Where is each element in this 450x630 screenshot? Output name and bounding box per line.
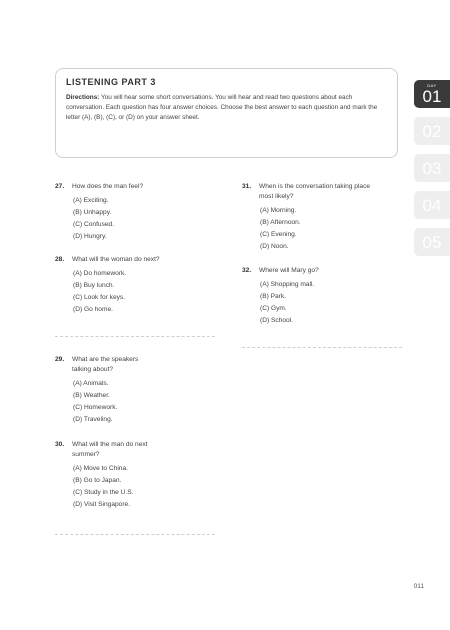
day-tabs <box>414 80 450 265</box>
answer-option: (C) Study in the U.S. <box>73 489 134 496</box>
directions-label: Directions: <box>66 94 100 101</box>
question-number: 29. <box>55 356 65 363</box>
answer-option: (B) Weather. <box>73 392 110 399</box>
tab-number: 04 <box>422 195 442 215</box>
question-30 <box>55 440 220 521</box>
directions-text <box>66 93 387 123</box>
answer-option: (D) Go home. <box>73 306 113 313</box>
tab-day-05[interactable] <box>414 228 450 256</box>
answer-option: (C) Homework. <box>73 404 118 411</box>
answer-option: (B) Buy lunch. <box>73 282 115 289</box>
answer-option: (A) Exciting. <box>73 197 109 204</box>
tab-day-03[interactable] <box>414 154 450 182</box>
answer-option: (C) Gym. <box>260 305 287 312</box>
question-32 <box>242 266 402 337</box>
question-text: What are the speakers talking about? <box>72 356 139 373</box>
answer-option: (C) Evening. <box>260 231 297 238</box>
question-31 <box>242 182 402 263</box>
tab-number: 05 <box>422 232 442 252</box>
section-divider <box>55 534 215 535</box>
answer-option: (C) Confused. <box>73 221 115 228</box>
answer-option: (D) Noon. <box>260 243 289 250</box>
question-text: When is the conversation taking place most likely? <box>259 183 371 200</box>
tab-day-01[interactable] <box>414 80 450 108</box>
question-29 <box>55 355 220 436</box>
answer-option: (A) Shopping mall. <box>260 281 315 288</box>
tab-day-02[interactable] <box>414 117 450 145</box>
section-title: LISTENING PART 3 <box>66 77 156 87</box>
question-text: Where will Mary go? <box>259 267 319 274</box>
answer-option: (B) Afternoon. <box>260 219 301 226</box>
answer-option: (A) Animals. <box>73 380 109 387</box>
tab-number: 02 <box>422 121 442 141</box>
answer-option: (A) Do homework. <box>73 270 127 277</box>
tab-number: 01 <box>422 87 442 106</box>
tab-day-04[interactable] <box>414 191 450 219</box>
answer-option: (B) Unhappy. <box>73 209 112 216</box>
answer-option: (D) Visit Singapore. <box>73 501 131 508</box>
question-number: 32. <box>242 267 252 274</box>
question-number: 28. <box>55 256 65 263</box>
answer-option: (D) Hungry. <box>73 233 107 240</box>
question-27 <box>55 182 220 253</box>
answer-option: (A) Morning. <box>260 207 297 214</box>
answer-option: (D) Traveling. <box>73 416 113 423</box>
answer-option: (C) Look for keys. <box>73 294 126 301</box>
section-divider <box>242 347 402 348</box>
question-number: 31. <box>242 183 252 190</box>
question-number: 27. <box>55 183 65 190</box>
question-text: How does the man feel? <box>72 183 144 190</box>
question-28 <box>55 255 220 326</box>
directions-box <box>55 68 398 158</box>
question-text: What will the man do next summer? <box>72 441 148 458</box>
answer-option: (B) Park. <box>260 293 287 300</box>
question-text: What will the woman do next? <box>72 256 160 263</box>
question-number: 30. <box>55 441 65 448</box>
page-number: 011 <box>413 583 424 590</box>
tab-number: 03 <box>422 158 442 178</box>
answer-option: (A) Move to China. <box>73 465 128 472</box>
section-divider <box>55 336 215 337</box>
answer-option: (D) School. <box>260 317 293 324</box>
answer-option: (B) Go to Japan. <box>73 477 122 484</box>
directions-body: You will hear some short conversations. You will hear and read two questions about each conversation. Each question has four answer choices. Choose the best answer to each question and mark the letter (A), (B), (C), or (D) on your answer sheet. <box>66 94 378 121</box>
tab-day-label: DAY <box>427 83 437 88</box>
